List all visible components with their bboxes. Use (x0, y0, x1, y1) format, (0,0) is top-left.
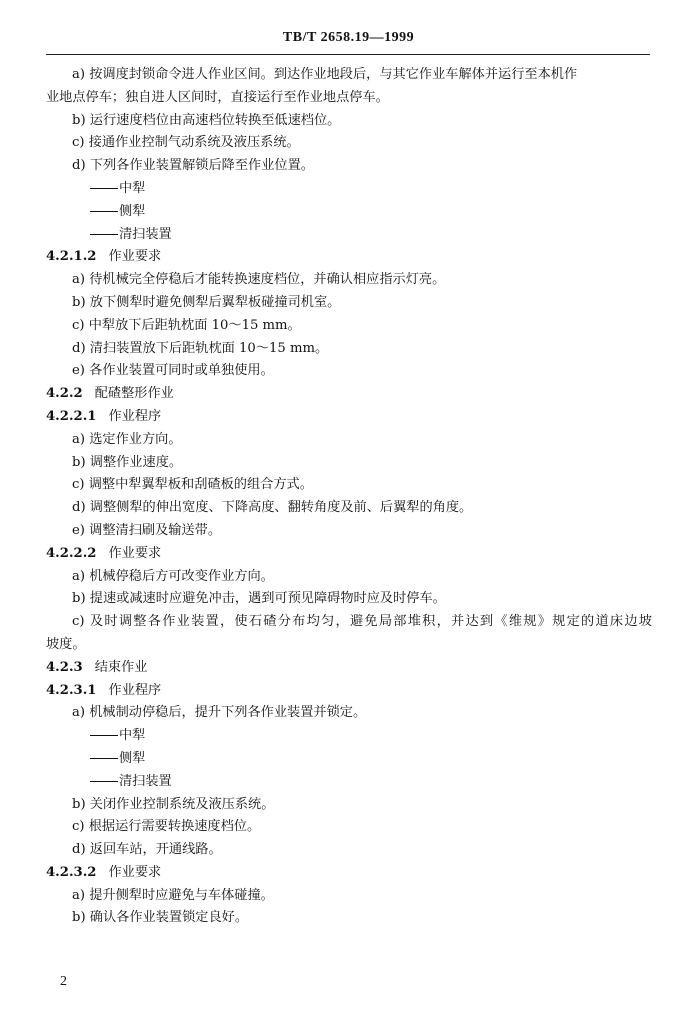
paragraph-line: b) 关闭作业控制系统及液压系统。 (72, 796, 275, 812)
section-number: 4.2.3.1 (46, 682, 97, 698)
section-heading (46, 246, 652, 269)
list-item-text: 清扫装置 (119, 773, 172, 789)
paragraph-line: c) 根据运行需要转换速度档位。 (72, 819, 261, 835)
em-dash (90, 234, 118, 235)
section-title: 作业程序 (108, 408, 162, 424)
list-item-text: 侧犁 (119, 203, 146, 219)
section-heading (46, 862, 652, 885)
paragraph-line: a) 按调度封锁命令进人作业区间。到达作业地段后，与其它作业车解体并运行至本机作 (72, 67, 578, 82)
paragraph-line: 坡度。 (46, 636, 86, 652)
list-item-text: 清扫装置 (119, 226, 172, 242)
section-number: 4.2.2 (46, 386, 83, 402)
em-dash (90, 758, 118, 759)
paragraph-line: b) 确认各作业装置锁定良好。 (72, 910, 249, 926)
paragraph-line: c) 调整中犁翼犁板和刮碴板的组合方式。 (72, 477, 313, 493)
em-dash (90, 188, 118, 189)
dash-list-item (46, 748, 652, 771)
section-heading (46, 406, 652, 429)
em-dash (90, 781, 118, 782)
em-dash (90, 735, 118, 736)
paragraph-line: e) 各作业装置可同时或单独使用。 (72, 363, 274, 379)
paragraph-line: c) 中犁放下后距轨枕面 10～15 mm。 (72, 317, 301, 333)
dash-list-item (46, 725, 652, 748)
section-number: 4.2.3 (46, 659, 83, 675)
paragraph-line: e) 调整清扫刷及输送带。 (72, 522, 222, 538)
paragraph-line: b) 调整作业速度。 (72, 454, 183, 470)
page-number: 2 (60, 974, 67, 989)
section-title: 作业程序 (108, 682, 162, 698)
document-header: TB/T 2658.19—1999 (282, 30, 415, 45)
list-item-text: 侧犁 (119, 750, 146, 766)
paragraph-line: a) 选定作业方向。 (72, 431, 182, 447)
section-title: 作业要求 (108, 249, 162, 265)
dash-list-item (46, 178, 652, 201)
paragraph-line: c) 接通作业控制气动系统及液压系统。 (72, 135, 300, 151)
dash-list-item (46, 224, 652, 247)
section-number: 4.2.2.2 (46, 545, 97, 561)
list-item-text: 中犁 (119, 728, 146, 744)
section-number: 4.2.1.2 (46, 249, 97, 265)
header-rule (46, 54, 650, 55)
section-title: 配碴整形作业 (94, 386, 174, 402)
document-body (46, 64, 652, 930)
paragraph-line: b) 放下侧犁时避免侧犁后翼犁板碰撞司机室。 (72, 294, 341, 310)
section-title: 作业要求 (108, 864, 162, 880)
dash-list-item (46, 771, 652, 794)
paragraph-line: d) 返回车站，开通线路。 (72, 842, 222, 858)
section-number: 4.2.2.1 (46, 408, 97, 424)
dash-list-item (46, 201, 652, 224)
paragraph-line: d) 下列各作业装置解锁后降至作业位置。 (72, 158, 314, 174)
paragraph-line: b) 提速或减速时应避免冲击，遇到可预见障碍物时应及时停车。 (72, 591, 446, 607)
section-title: 作业要求 (108, 545, 162, 561)
paragraph-line: a) 待机械完全停稳后才能转换速度档位，并确认相应指示灯亮。 (72, 272, 446, 288)
paragraph-line: a) 机械制动停稳后，提升下列各作业装置并锁定。 (72, 705, 367, 721)
section-heading (46, 680, 652, 703)
section-heading (46, 383, 652, 406)
section-heading (46, 657, 652, 680)
paragraph-line: a) 提升侧犁时应避免与车体碰撞。 (72, 887, 274, 903)
paragraph-line: c) 及时调整各作业装置，使石碴分布均匀，避免局部堆积，并达到《维规》规定的道床边坡 (72, 614, 652, 630)
paragraph-line: b) 运行速度档位由高速档位转换至低速档位。 (72, 112, 341, 128)
paragraph-line: d) 清扫装置放下后距轨枕面 10～15 mm。 (72, 340, 329, 356)
section-heading (46, 543, 652, 566)
em-dash (90, 211, 118, 212)
list-item-text: 中犁 (119, 180, 146, 196)
section-title: 结束作业 (94, 659, 148, 675)
paragraph-line: a) 机械停稳后方可改变作业方向。 (72, 568, 274, 584)
paragraph-line: d) 调整侧犁的伸出宽度、下降高度、翻转角度及前、后翼犁的角度。 (72, 500, 473, 516)
section-number: 4.2.3.2 (46, 864, 97, 880)
paragraph-line: 业地点停车；独自进人区间时，直接运行至作业地点停车。 (46, 89, 389, 105)
